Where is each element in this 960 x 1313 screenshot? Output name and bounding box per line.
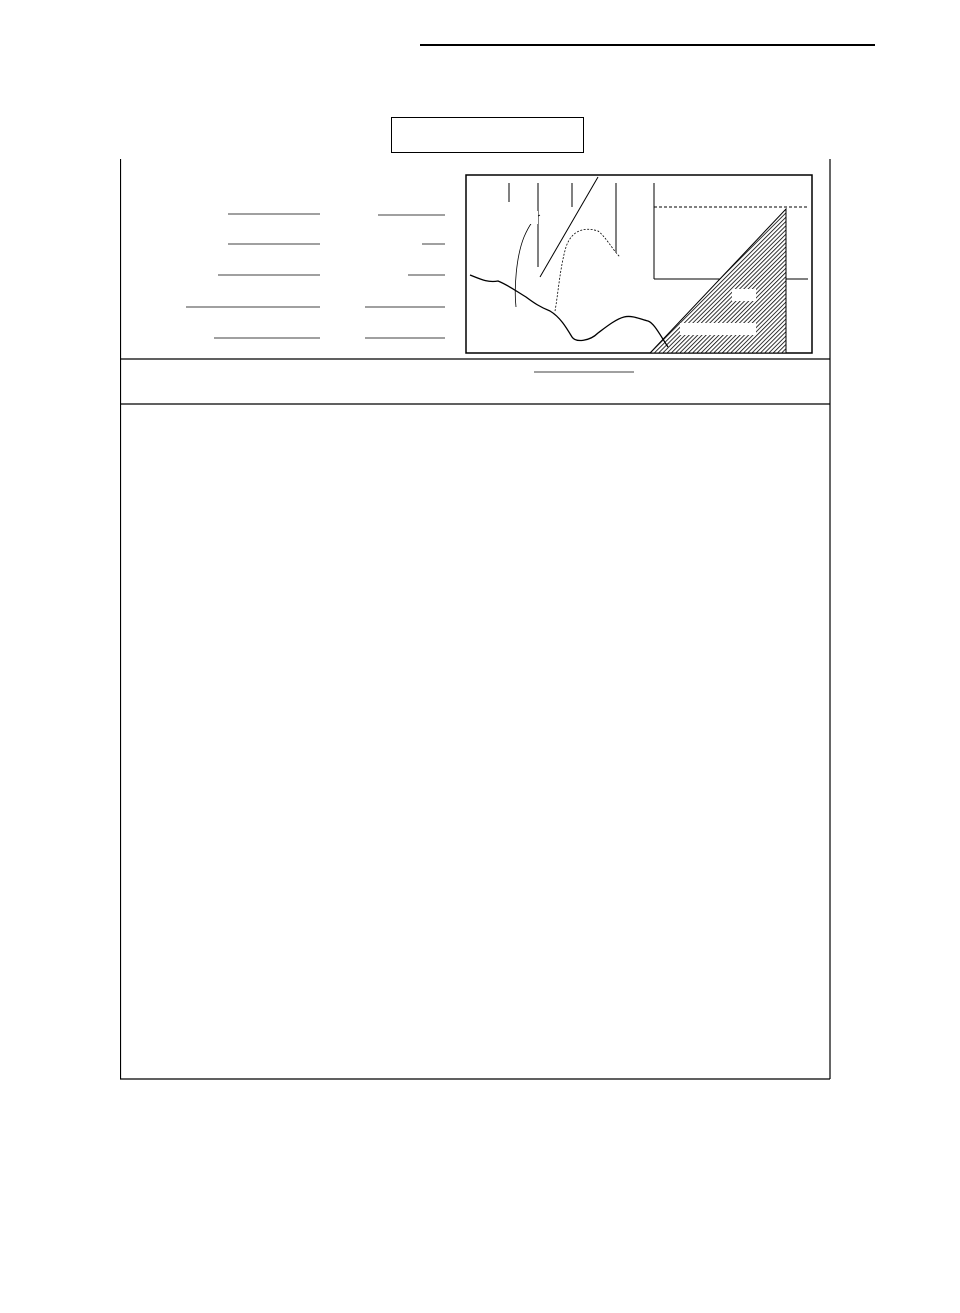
- fishing-zone-map: [466, 175, 812, 353]
- caption-box: [391, 117, 584, 153]
- top-rule: [420, 44, 875, 46]
- log-sheet: [120, 157, 832, 1080]
